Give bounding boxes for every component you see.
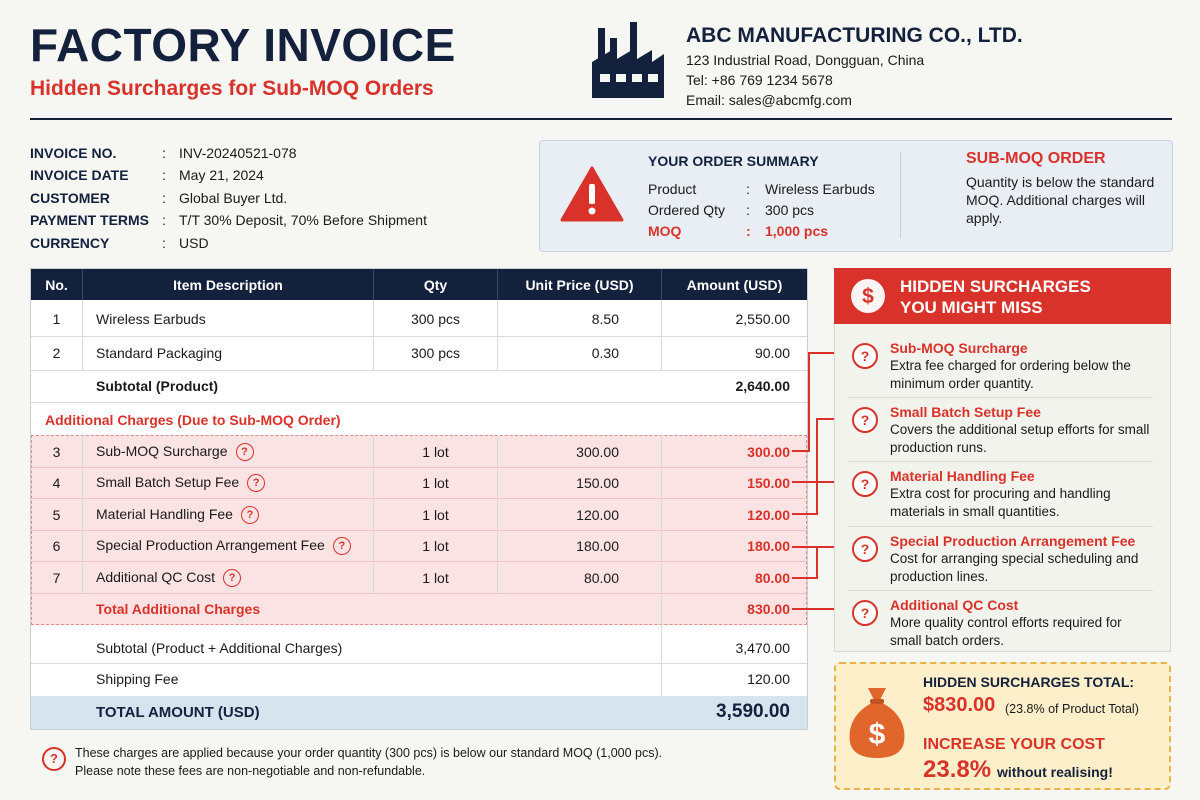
row-qty: 1 lot xyxy=(422,475,449,491)
subtotal-product-label: Subtotal (Product) xyxy=(96,378,219,394)
row-amount: 180.00 xyxy=(747,538,790,554)
question-icon[interactable]: ? xyxy=(333,537,351,555)
question-icon: ? xyxy=(42,747,66,771)
row-unit-price: 120.00 xyxy=(576,507,619,523)
row-description xyxy=(96,506,259,524)
question-icon: ? xyxy=(852,536,878,562)
row-no: 1 xyxy=(52,311,61,327)
increase-percentage: 23.8% xyxy=(923,756,992,783)
panel-title: HIDDEN SURCHARGES xyxy=(900,277,1091,296)
additional-charges-header: Additional Charges (Due to Sub-MOQ Order) xyxy=(45,412,341,428)
summary-qty-label: Ordered Qty xyxy=(648,202,726,218)
row-description xyxy=(96,537,351,555)
row-divider xyxy=(31,336,807,337)
subtotal-all-value: 3,470.00 xyxy=(735,640,790,656)
col-header-no: No. xyxy=(45,277,68,293)
currency-value: USD xyxy=(179,235,209,251)
panel-item-desc: Covers the additional setup efforts for small production runs. xyxy=(890,422,1150,455)
colon: : xyxy=(746,223,751,239)
row-divider xyxy=(31,498,807,499)
hidden-surcharges-panel xyxy=(834,268,1171,652)
row-qty: 300 pcs xyxy=(410,311,461,327)
summary-product-value: Wireless Earbuds xyxy=(765,181,875,197)
row-qty: 300 pcs xyxy=(410,345,461,361)
panel-item-title: Material Handling Fee xyxy=(890,468,1035,484)
panel-divider xyxy=(848,526,1153,527)
total-amount-label: TOTAL AMOUNT (USD) xyxy=(96,704,260,721)
row-qty: 1 lot xyxy=(422,507,449,523)
col-divider xyxy=(82,300,83,370)
factory-icon xyxy=(590,22,666,100)
panel-item-desc: More quality control efforts required for small batch orders. xyxy=(890,615,1122,648)
hidden-total-amount: $830.00 xyxy=(923,694,996,716)
row-no: 5 xyxy=(52,507,61,523)
row-divider xyxy=(31,593,807,594)
col-header-unit-price: Unit Price (USD) xyxy=(525,277,634,293)
row-divider xyxy=(31,402,807,403)
row-description xyxy=(96,569,241,587)
colon: : xyxy=(746,181,750,197)
row-amount: 90.00 xyxy=(754,345,790,361)
question-icon: ? xyxy=(852,600,878,626)
row-unit-price: 0.30 xyxy=(591,345,619,361)
question-icon: ? xyxy=(852,471,878,497)
row-amount: 2,550.00 xyxy=(735,311,790,327)
company-tel: Tel: +86 769 1234 5678 xyxy=(686,72,833,88)
summary-qty-value: 300 pcs xyxy=(765,202,815,218)
row-amount: 300.00 xyxy=(747,444,790,460)
question-icon: ? xyxy=(852,407,878,433)
subtotal-all-label: Subtotal (Product + Additional Charges) xyxy=(96,640,343,656)
row-no: 7 xyxy=(52,570,61,586)
question-icon[interactable]: ? xyxy=(247,474,265,492)
sub-moq-alert-title: SUB-MOQ ORDER xyxy=(966,150,1106,167)
panel-item-title: Additional QC Cost xyxy=(890,597,1019,613)
total-additional-label: Total Additional Charges xyxy=(96,601,261,617)
row-description xyxy=(96,443,254,461)
row-description-text: Additional QC Cost xyxy=(96,569,216,585)
question-icon[interactable]: ? xyxy=(241,506,259,524)
footer-note-line1: These charges are applied because your order quantity (300 pcs) is below our standard MOQ (1,000 pcs). xyxy=(75,746,663,760)
row-qty: 1 lot xyxy=(422,444,449,460)
shipping-value: 120.00 xyxy=(747,671,790,687)
row-description-text: Small Batch Setup Fee xyxy=(96,474,240,490)
summary-product-label: Product xyxy=(648,181,697,197)
row-divider xyxy=(31,561,807,562)
row-amount: 80.00 xyxy=(754,570,790,586)
panel-item-desc: Extra fee charged for ordering below the minimum order quantity. xyxy=(890,358,1131,391)
subtotal-product-value: 2,640.00 xyxy=(735,378,790,394)
row-divider xyxy=(31,663,807,664)
row-description: Standard Packaging xyxy=(96,345,223,361)
row-description-text: Material Handling Fee xyxy=(96,506,233,522)
company-name: ABC MANUFACTURING CO., LTD. xyxy=(686,24,1023,47)
svg-text:$: $ xyxy=(868,718,886,751)
increase-cost-label: INCREASE YOUR COST xyxy=(923,736,1105,753)
summary-divider xyxy=(900,152,901,238)
row-divider xyxy=(31,530,807,531)
invoice-date-label: INVOICE DATE xyxy=(30,167,129,183)
colon: : xyxy=(162,190,166,206)
colon: : xyxy=(162,212,166,228)
row-divider xyxy=(31,370,807,371)
col-header-amount: Amount (USD) xyxy=(686,277,783,293)
row-divider xyxy=(31,467,807,468)
hidden-total-note: (23.8% of Product Total) xyxy=(1005,702,1139,716)
shipping-label: Shipping Fee xyxy=(96,671,179,687)
invoice-subtitle: Hidden Surcharges for Sub-MOQ Orders xyxy=(30,77,434,100)
total-additional-value: 830.00 xyxy=(747,601,790,617)
invoice-title: FACTORY INVOICE xyxy=(30,19,456,71)
colon: : xyxy=(746,202,750,218)
payment-terms-label: PAYMENT TERMS xyxy=(30,212,150,228)
warning-icon xyxy=(560,166,624,222)
row-no: 4 xyxy=(52,475,61,491)
row-description: Wireless Earbuds xyxy=(96,311,206,327)
col-divider xyxy=(82,435,83,593)
company-email: Email: sales@abcmfg.com xyxy=(686,92,852,108)
row-no: 6 xyxy=(52,538,61,554)
row-qty: 1 lot xyxy=(422,538,449,554)
row-description-text: Sub-MOQ Surcharge xyxy=(96,443,228,459)
hidden-total-label: HIDDEN SURCHARGES TOTAL: xyxy=(923,674,1135,690)
increase-tail-text: without realising! xyxy=(997,764,1113,780)
order-summary-title: YOUR ORDER SUMMARY xyxy=(648,153,819,169)
row-qty: 1 lot xyxy=(422,570,449,586)
panel-subtitle: YOU MIGHT MISS xyxy=(900,298,1043,317)
question-icon[interactable]: ? xyxy=(223,569,241,587)
colon: : xyxy=(162,235,166,251)
panel-item-title: Small Batch Setup Fee xyxy=(890,404,1041,420)
question-icon[interactable]: ? xyxy=(236,443,254,461)
header-divider xyxy=(30,118,1172,120)
panel-item-desc: Cost for arranging special scheduling and production lines. xyxy=(890,551,1139,584)
panel-item-desc: Extra cost for procuring and handling materials in small quantities. xyxy=(890,486,1111,519)
row-no: 2 xyxy=(52,345,61,361)
colon: : xyxy=(162,167,166,183)
panel-item-title: Sub-MOQ Surcharge xyxy=(890,340,1028,356)
row-amount: 150.00 xyxy=(747,475,790,491)
customer-label: CUSTOMER xyxy=(30,190,110,206)
colon: : xyxy=(162,145,166,161)
row-unit-price: 150.00 xyxy=(576,475,619,491)
panel-divider xyxy=(848,590,1153,591)
row-description-text: Special Production Arrangement Fee xyxy=(96,537,325,553)
dollar-icon xyxy=(850,278,886,314)
invoice-date-value: May 21, 2024 xyxy=(179,167,264,183)
currency-label: CURRENCY xyxy=(30,235,110,251)
col-header-description: Item Description xyxy=(173,277,283,293)
row-no: 3 xyxy=(52,444,61,460)
col-header-qty: Qty xyxy=(423,277,448,293)
row-unit-price: 300.00 xyxy=(576,444,619,460)
customer-value: Global Buyer Ltd. xyxy=(179,190,288,206)
row-description xyxy=(96,474,265,492)
total-amount-value: 3,590.00 xyxy=(716,701,790,722)
svg-text:$: $ xyxy=(862,285,874,308)
panel-divider xyxy=(848,397,1153,398)
question-icon: ? xyxy=(852,343,878,369)
sub-moq-alert-text: Quantity is below the standard MOQ. Additional charges will apply. xyxy=(966,174,1155,226)
summary-moq-label: MOQ xyxy=(648,223,682,239)
payment-terms-value: T/T 30% Deposit, 70% Before Shipment xyxy=(179,212,427,228)
row-unit-price: 180.00 xyxy=(576,538,619,554)
company-address: 123 Industrial Road, Dongguan, China xyxy=(686,52,925,68)
money-bag-icon xyxy=(846,684,908,760)
row-unit-price: 8.50 xyxy=(591,311,619,327)
footer-note-line2: Please note these fees are non-negotiable and non-refundable. xyxy=(75,764,426,778)
row-amount: 120.00 xyxy=(747,507,790,523)
panel-item-title: Special Production Arrangement Fee xyxy=(890,533,1136,549)
panel-divider xyxy=(848,461,1153,462)
invoice-no-label: INVOICE NO. xyxy=(30,145,117,161)
summary-moq-value: 1,000 pcs xyxy=(765,223,829,239)
invoice-no-value: INV-20240521-078 xyxy=(179,145,297,161)
row-unit-price: 80.00 xyxy=(583,570,619,586)
